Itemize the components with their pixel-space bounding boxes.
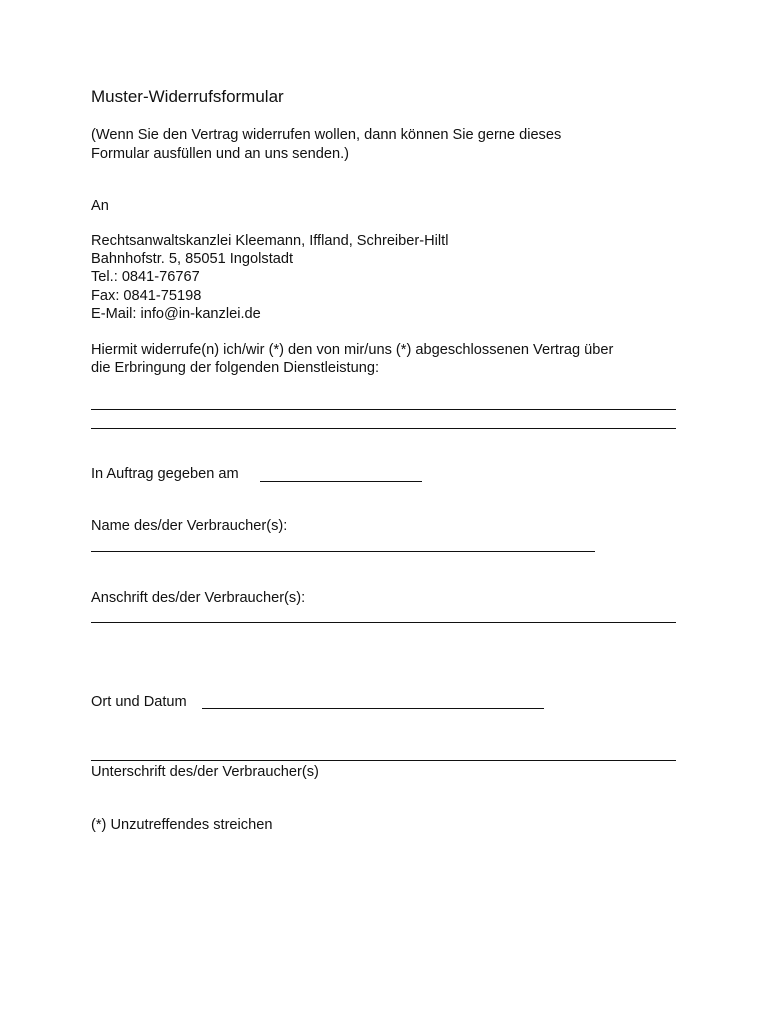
ordered-on-entry-line[interactable]: [260, 481, 422, 482]
signature-label: Unterschrift des/der Verbraucher(s): [91, 764, 319, 780]
intro-text-line-2: Formular ausfüllen und an uns senden.): [91, 146, 349, 162]
recipient-street: Bahnhofstr. 5, 85051 Ingolstadt: [91, 251, 294, 267]
recipient-fax: Fax: 0841-75198: [91, 288, 202, 304]
consumer-address-entry-line[interactable]: [91, 622, 676, 623]
statement-line-1: Hiermit widerrufe(n) ich/wir (*) den von mir/uns (*) abgeschlossenen Vertrag über: [91, 342, 614, 358]
place-date-label: Ort und Datum: [91, 694, 187, 710]
ordered-on-label: In Auftrag gegeben am: [91, 466, 239, 482]
service-entry-line-1[interactable]: [91, 409, 676, 410]
consumer-name-label: Name des/der Verbraucher(s):: [91, 518, 288, 534]
recipient-name: Rechtsanwaltskanzlei Kleemann, Iffland, Schreiber-Hiltl: [91, 233, 449, 249]
consumer-address-label: Anschrift des/der Verbraucher(s):: [91, 590, 306, 606]
statement-line-2: die Erbringung der folgenden Dienstleistung:: [91, 360, 380, 376]
consumer-name-entry-line[interactable]: [91, 551, 595, 552]
form-title: Muster-Widerrufsformular: [91, 87, 284, 106]
service-entry-line-2[interactable]: [91, 428, 676, 429]
signature-entry-line[interactable]: [91, 760, 676, 761]
recipient-email: E-Mail: info@in-kanzlei.de: [91, 306, 261, 322]
footnote: (*) Unzutreffendes streichen: [91, 817, 273, 833]
place-date-entry-line[interactable]: [202, 708, 544, 709]
recipient-label: An: [91, 198, 109, 214]
recipient-phone: Tel.: 0841-76767: [91, 269, 200, 285]
intro-text-line-1: (Wenn Sie den Vertrag widerrufen wollen, dann können Sie gerne dieses: [91, 127, 562, 143]
